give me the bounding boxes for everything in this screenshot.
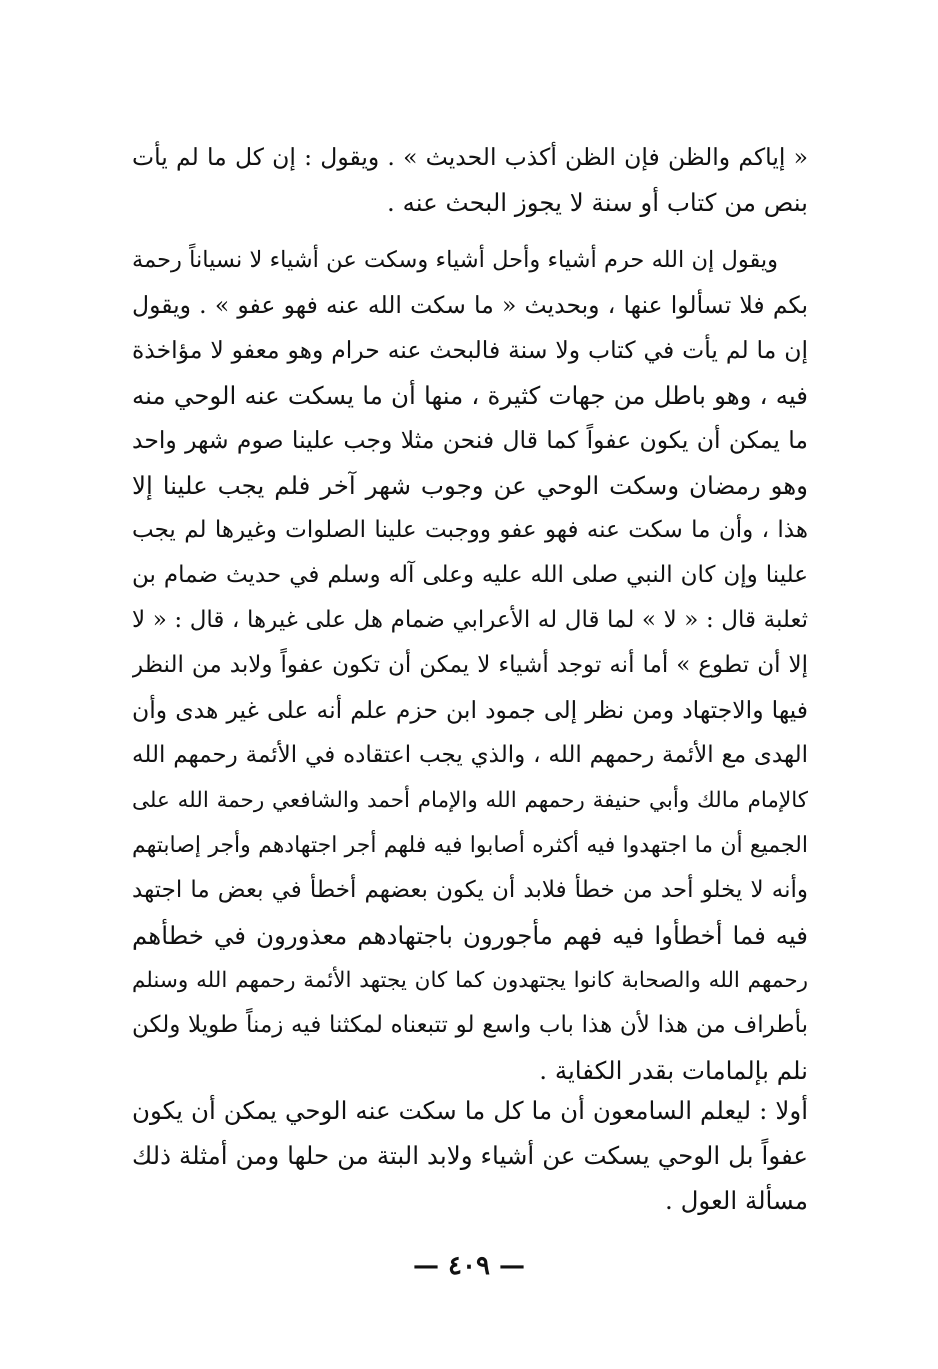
text-line: أولا : ليعلم السامعون أن ما كل ما سكت عنه الوحي يمكن أن يكون (132, 1096, 808, 1125)
paragraph-3 (132, 1088, 808, 1223)
text-line: ويقول إن الله حرم أشياء وأحل أشياء وسكت عن أشياء لا نسياناً رحمة (132, 247, 778, 273)
text-line: إن ما لم يأت في كتاب ولا سنة فالبحث عنه حرام وهو معفو لا مؤاخذة (132, 336, 808, 364)
text-line: هذا ، وأن ما سكت عنه فهو عفو ووجبت علينا الصلوات وغيرها لم يجب (132, 517, 808, 543)
text-line: وأنه لا يخلو أحد من خطأ فلابد أن يكون بعضهم أخطأ في بعض ما اجتهد (132, 877, 808, 903)
text-line: علينا وإن كان النبي صلى الله عليه وعلى آله وسلم في حديث ضمام بن (132, 562, 808, 588)
text-line: بأطراف من هذا لأن هذا باب واسع لو تتبعناه لمكثنا فيه زمناً طويلا ولكن (132, 1012, 808, 1038)
text-line: فيها والاجتهاد ومن نظر إلى جمود ابن حزم علم أنه على غير هدى وأن (132, 696, 808, 724)
text-line: نلم بإلمامات بقدر الكفاية . (539, 1056, 808, 1085)
text-line: الجميع أن ما اجتهدوا فيه أكثره أصابوا فيه فلهم أجر اجتهادهم وأجر إصابتهم (132, 833, 808, 858)
text-line: بكم فلا تسألوا عنها ، وبحديث « ما سكت الله عنه فهو عفو » . ويقول (132, 291, 808, 319)
text-line: « إياكم والظن فإن الظن أكذب الحديث » . ويقول : إن كل ما لم يأت (132, 143, 808, 171)
text-line: مسألة العول . (665, 1186, 808, 1215)
page-number: — ٤٠٩ — (412, 1251, 526, 1281)
text-line: وهو رمضان وسكت الوحي عن وجوب شهر آخر فلم يجب علينا إلا (132, 471, 808, 500)
text-line: عفواً بل الوحي يسكت عن أشياء ولابد البتة من حلها ومن أمثلة ذلك (132, 1141, 808, 1170)
paragraph-1 (132, 135, 808, 225)
paragraph-2 (132, 238, 808, 1093)
text-line: ما يمكن أن يكون عفواً كما قال فنحن مثلا وجب علينا صوم شهر واحد (132, 426, 808, 454)
text-line: فيه فما أخطأوا فيه فهم مأجورون باجتهادهم معذورون في خطأهم (132, 921, 808, 950)
text-line: فيه ، وهو باطل من جهات كثيرة ، منها أن ما يسكت عنه الوحي منه (132, 381, 808, 410)
text-line: ثعلبة قال : « لا » لما قال له الأعرابي ضمام هل على غيرها ، قال : « لا (132, 607, 808, 633)
text-line: الهدى مع الأئمة رحمهم الله ، والذي يجب اعتقاده في الأئمة رحمهم الله (132, 742, 808, 768)
text-line: بنص من كتاب أو سنة لا يجوز البحث عنه . (387, 188, 808, 217)
text-line: رحمهم الله والصحابة كانوا يجتهدون كما كان يجتهد الأئمة رحمهم الله وسنلم (132, 968, 808, 993)
text-line: كالإمام مالك وأبي حنيفة رحمهم الله والإمام أحمد والشافعي رحمة الله على (132, 788, 808, 813)
text-line: إلا أن تطوع » أما أنه توجد أشياء لا يمكن أن تكون عفواً ولابد من النظر (132, 652, 808, 678)
